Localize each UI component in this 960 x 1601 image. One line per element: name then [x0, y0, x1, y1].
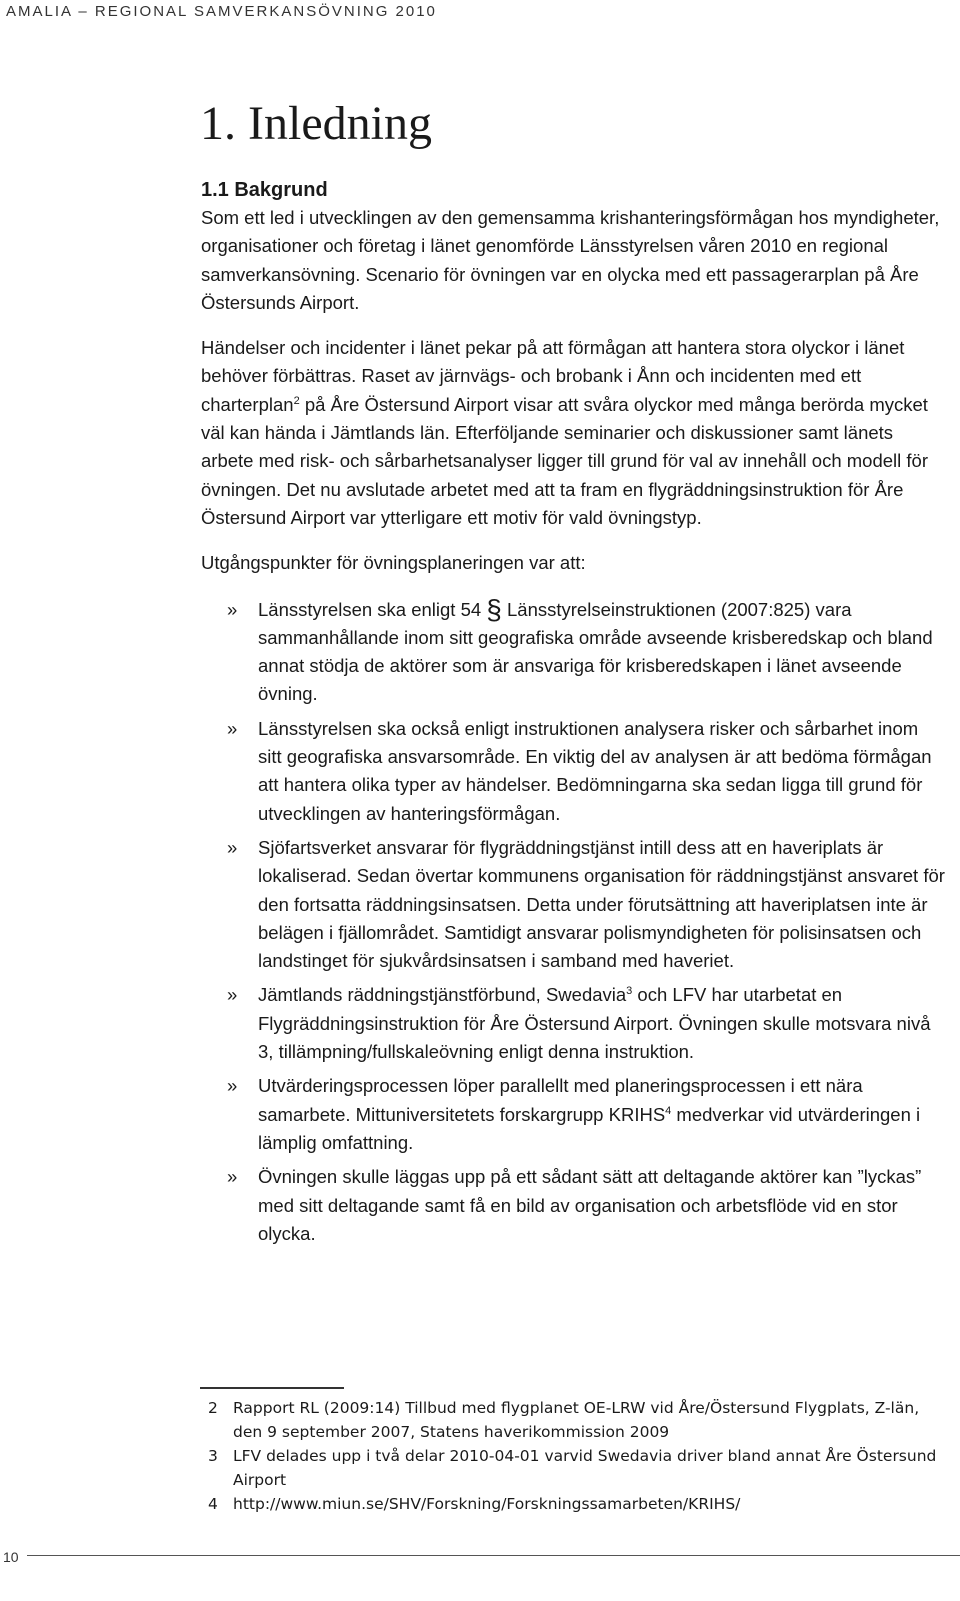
- bullet-marker: »: [227, 836, 238, 858]
- footnote: [208, 1396, 938, 1444]
- footnote-number: 4: [208, 1495, 218, 1513]
- footnote: [208, 1444, 938, 1492]
- main-content: [201, 176, 946, 1254]
- starting-points-list: [201, 593, 946, 1249]
- list-item-text: Länsstyrelsen ska enligt 54: [258, 598, 487, 620]
- list-intro: Utgångspunkter för övningsplaneringen var att:: [201, 552, 586, 574]
- bullet-marker: »: [227, 1166, 238, 1188]
- section-heading: 1.1 Bakgrund: [201, 179, 328, 201]
- footnote-text: LFV delades upp i två delar 2010-04-01 varvid Swedavia driver bland annat Åre Östersund Airport: [233, 1447, 937, 1489]
- list-item: [201, 981, 946, 1066]
- list-item-text: Länsstyrelsen ska också enligt instruktionen analysera risker och sårbarhet inom sitt geografiska ansvarsområde. En viktig del av analysen är att bedöma förmågan att hantera olika typer av händelser. Bedömningarna ska sedan ligga till grund för utvecklingen av hanteringsförmågan.: [258, 717, 932, 824]
- list-item-text: och LFV har utarbetat en Flygräddningsinstruktion för Åre Östersund Airport. Övningen skulle motsvara nivå 3, tillämpning/fullskaleövning enligt denna instruktion.: [258, 984, 931, 1063]
- list-item: [201, 1072, 946, 1157]
- bullet-marker: »: [227, 598, 238, 620]
- page-footer-rule: [27, 1555, 960, 1556]
- list-item-text: Utvärderingsprocessen löper parallellt med planeringsprocessen i ett nära samarbete. Mittuniversitetets forskargrupp KRIHS: [258, 1075, 863, 1125]
- list-item: [201, 715, 946, 828]
- paragraph-background: Som ett led i utvecklingen av den gemensamma krishanteringsförmågan hos myndigheter, organisationer och företag i länet genomförde Länsstyrelsen våren 2010 en regional samverkansövning. Scenario för övningen var en olycka med ett passagerarplan på Åre Östersunds Airport.: [201, 207, 940, 313]
- footnote-ref-3[interactable]: 3: [626, 985, 633, 998]
- list-item-text: Länsstyrelseinstruktionen (2007:825) vara sammanhållande inom sitt geografiska område avseende krisberedskap och bland annat stödja de aktörer som är ansvariga för krisberedskapen i länet avseende övning.: [258, 598, 933, 705]
- footnote-ref-4[interactable]: 4: [665, 1104, 672, 1117]
- running-header: AMALIA – REGIONAL SAMVERKANSÖVNING 2010: [6, 3, 437, 20]
- list-item: [201, 593, 946, 709]
- footnote-divider: [200, 1387, 344, 1389]
- footnote-ref-2[interactable]: 2: [293, 394, 300, 407]
- paragraph-incidents: [201, 334, 946, 532]
- paragraph-incidents-part2: på Åre Östersund Airport visar att svåra olyckor med många berörda mycket väl kan hända i Jämtlands län. Efterföljande seminarier och diskussioner samt länets arbete med risk- och sårbarhetsanalyser ligger till grund för val av innehåll och modell för övningen. Det nu avslutade arbetet med att ta fram en flygräddningsinstruktion för Åre Östersund Airport var ytterligare ett motiv för vald övningstyp.: [201, 393, 928, 528]
- footnote-link[interactable]: http://www.miun.se/SHV/Forskning/Forskningssamarbeten/KRIHS/: [233, 1495, 741, 1513]
- section-sign: §: [486, 593, 502, 625]
- footnotes: [208, 1396, 938, 1516]
- list-item-text: Övningen skulle läggas upp på ett sådant sätt att deltagande aktörer kan ”lyckas” med sitt deltagande samt få en bild av organisation och arbetsflöde vid en stor olycka.: [258, 1166, 922, 1244]
- list-item: [201, 834, 946, 975]
- chapter-title: 1. Inledning: [200, 97, 432, 150]
- footnote: [208, 1492, 938, 1516]
- bullet-marker: »: [227, 1075, 238, 1097]
- list-item-text: Sjöfartsverket ansvarar för flygräddningstjänst intill dess att en haveriplats är lokaliserad. Sedan övertar kommunens organisation för räddningstjänst ansvaret för den fortsatta räddningsinsatsen. Detta under förutsättning att haveriplatsen inte är belägen i fjällområdet. Samtidigt ansvarar polismyndigheten för polisinsatsen och landstinget för sjukvårdsinsatsen i samband med haveriet.: [258, 836, 945, 972]
- paragraph-incidents-part1: Händelser och incidenter i länet pekar på att förmågan att hantera stora olyckor i länet behöver förbättras. Raset av järnvägs- och brobank i Ånn och incidenten med ett charterplan: [201, 337, 905, 415]
- footnote-number: 2: [208, 1399, 218, 1417]
- bullet-marker: »: [227, 717, 238, 739]
- footnote-text: Rapport RL (2009:14) Tillbud med flygplanet OE-LRW vid Åre/Östersund Flygplats, Z-län, den 9 september 2007, Statens haverikommission 2009: [233, 1399, 920, 1441]
- footnote-number: 3: [208, 1447, 218, 1465]
- bullet-marker: »: [227, 984, 238, 1006]
- list-item-text: Jämtlands räddningstjänstförbund, Swedavia: [258, 984, 627, 1006]
- list-item-text: medverkar vid utvärderingen i lämplig omfattning.: [258, 1103, 921, 1153]
- page-number: 10: [3, 1549, 19, 1565]
- list-item: [201, 1163, 946, 1248]
